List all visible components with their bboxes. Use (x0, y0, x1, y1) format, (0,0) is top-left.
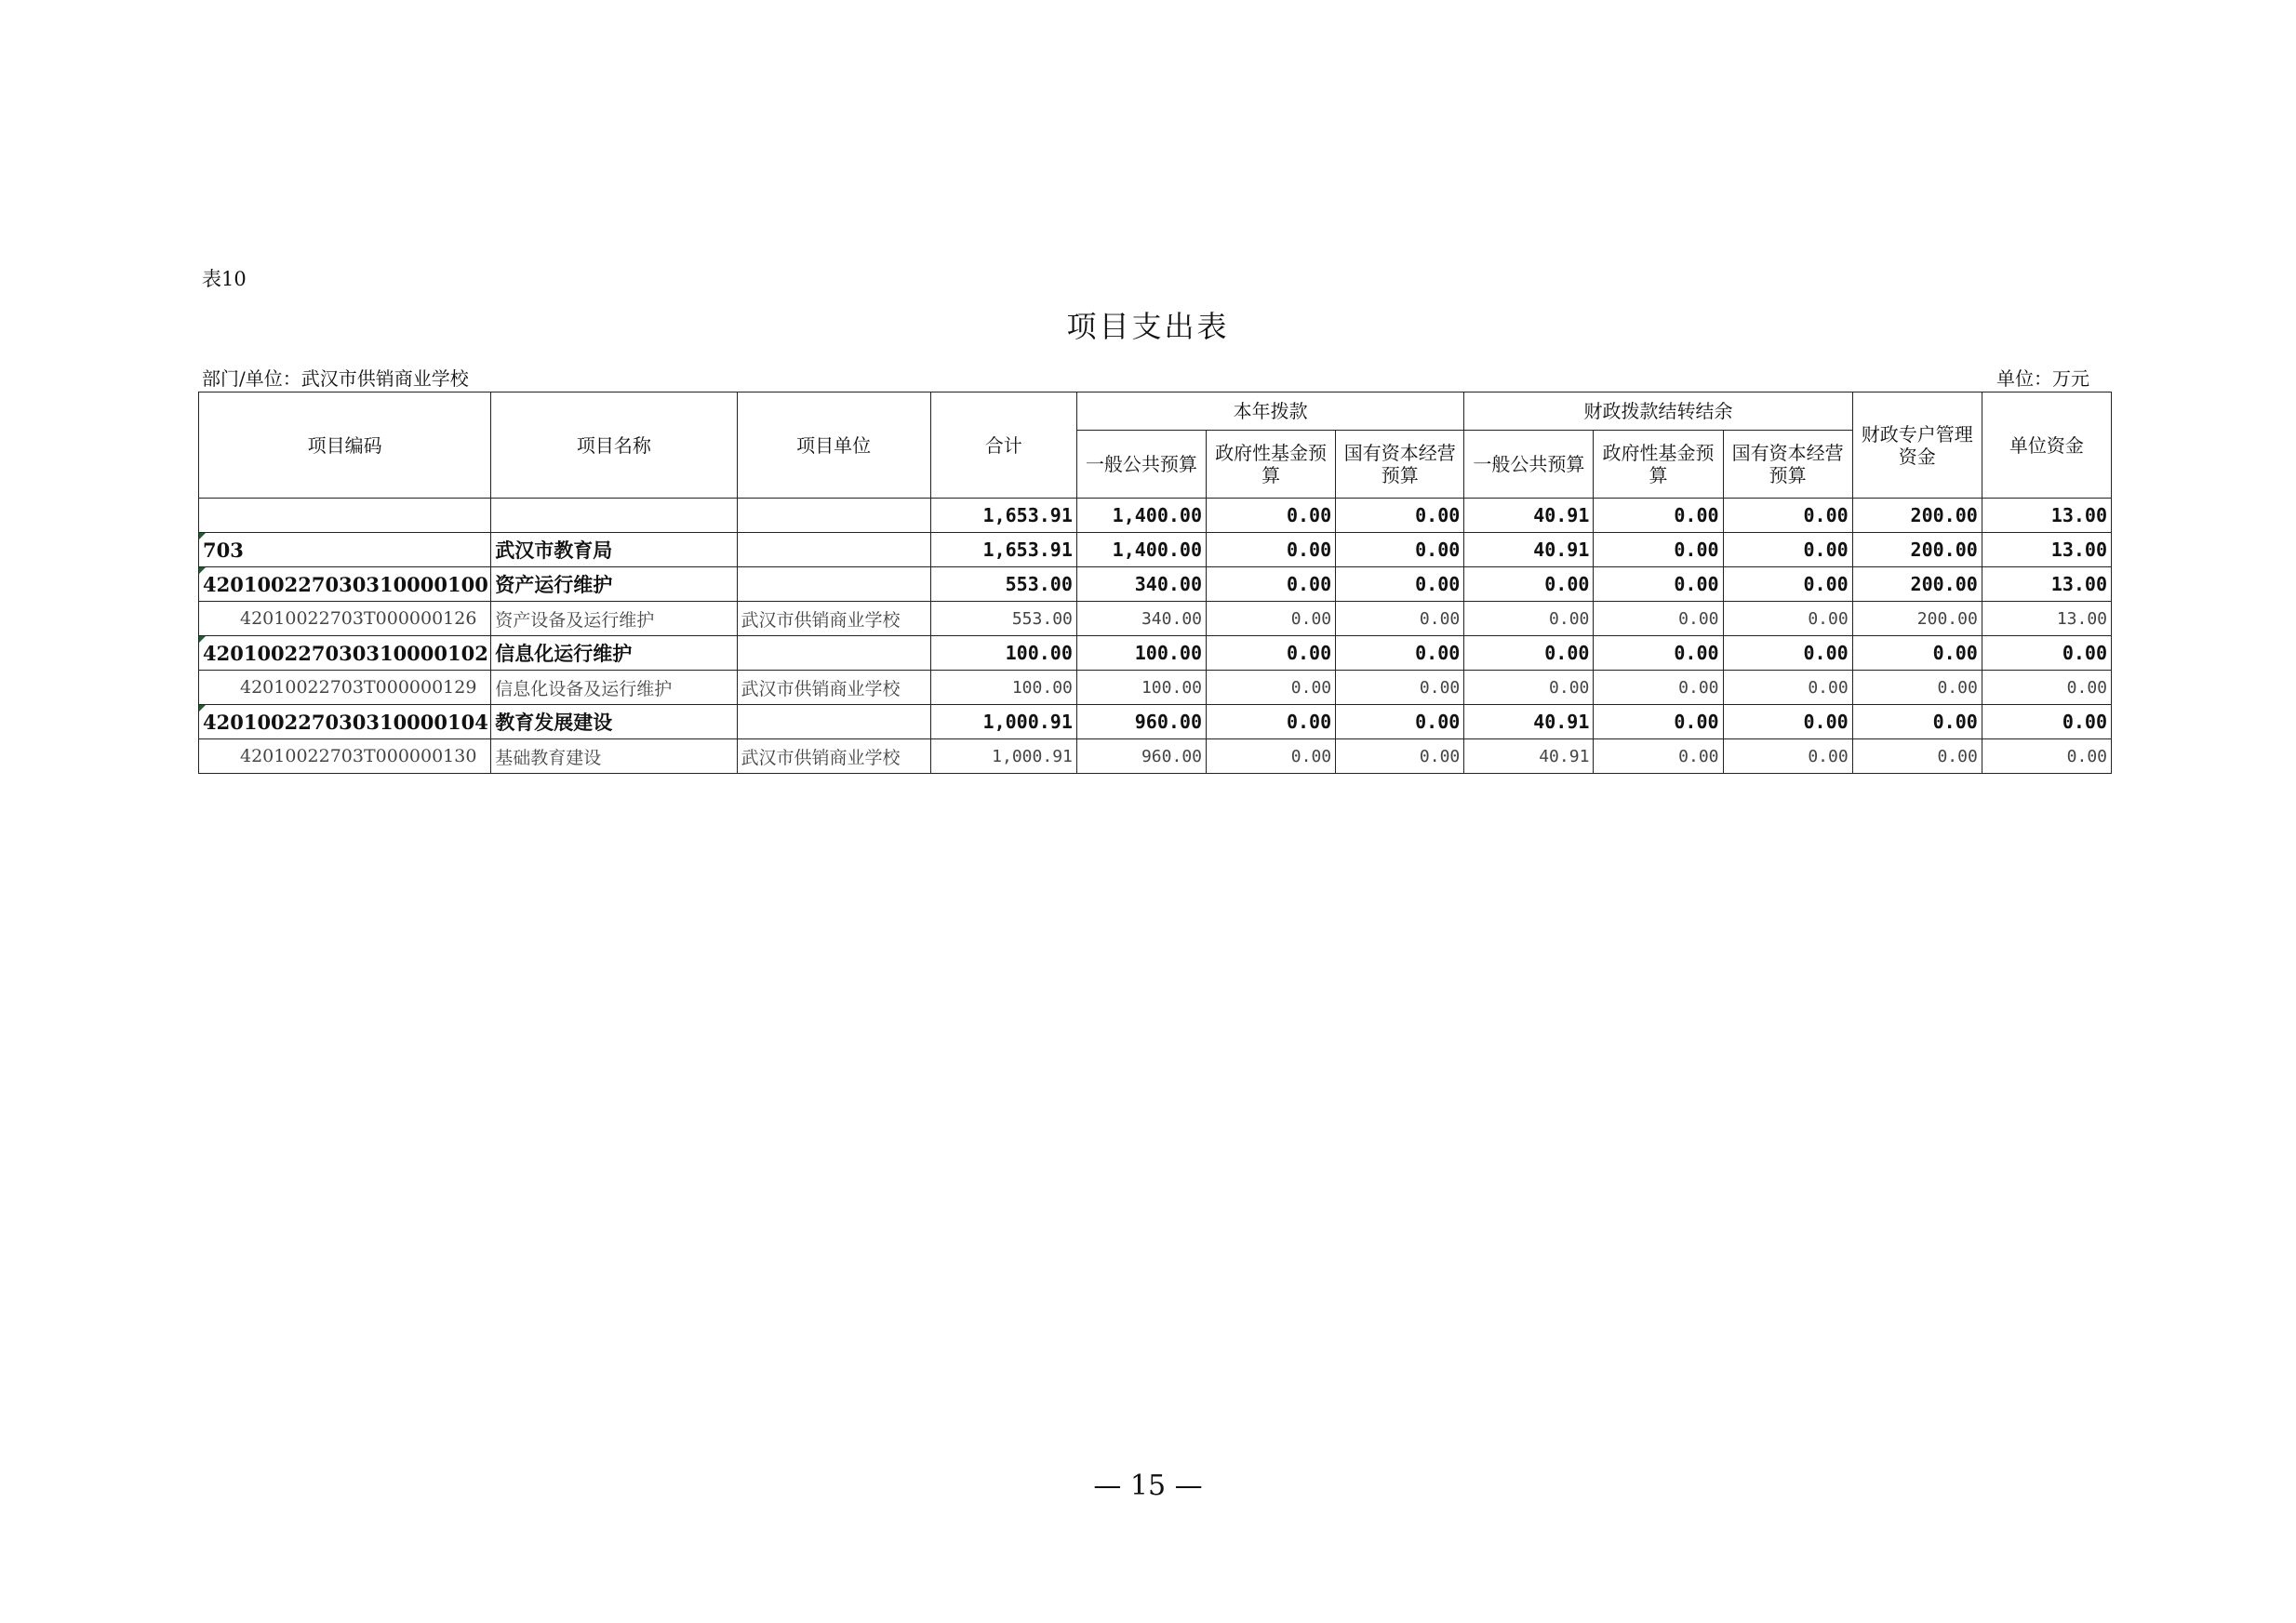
cell-value: 0.00 (1852, 636, 1982, 671)
header-unit-funds: 单位资金 (1982, 392, 2111, 499)
header-state-capital: 国有资本经营预算 (1336, 431, 1464, 499)
cell-code-text: 420100227030310000100 (203, 572, 488, 596)
cell-unit: 武汉市供销商业学校 (737, 671, 930, 705)
cell-value: 0.00 (1336, 671, 1464, 705)
cell-value: 0.00 (1336, 533, 1464, 567)
cell-total: 100.00 (930, 671, 1076, 705)
cell-code (199, 499, 491, 533)
cell-value: 200.00 (1852, 602, 1982, 636)
cell-value: 0.00 (1464, 671, 1594, 705)
cell-unit (737, 533, 930, 567)
cell-value: 0.00 (1336, 705, 1464, 739)
cell-value: 0.00 (1852, 671, 1982, 705)
header-gov-fund-2: 政府性基金预算 (1594, 431, 1723, 499)
cell-total: 553.00 (930, 567, 1076, 602)
cell-name: 信息化设备及运行维护 (491, 671, 737, 705)
cell-value: 0.00 (1594, 602, 1723, 636)
header-code: 项目编码 (199, 392, 491, 499)
cell-value: 1,400.00 (1076, 499, 1206, 533)
cell-value: 0.00 (1336, 567, 1464, 602)
cell-value: 0.00 (1207, 602, 1336, 636)
cell-unit (737, 636, 930, 671)
cell-value: 0.00 (1207, 499, 1336, 533)
cell-value: 0.00 (1982, 739, 2111, 774)
cell-value: 40.91 (1464, 705, 1594, 739)
cell-unit: 武汉市供销商业学校 (737, 602, 930, 636)
project-expenditure-table (198, 392, 2112, 774)
cell-value: 0.00 (1336, 602, 1464, 636)
cell-total: 1,653.91 (930, 533, 1076, 567)
cell-value: 0.00 (1207, 533, 1336, 567)
cell-value: 0.00 (1336, 739, 1464, 774)
cell-total: 100.00 (930, 636, 1076, 671)
cell-value: 960.00 (1076, 739, 1206, 774)
cell-value: 200.00 (1852, 499, 1982, 533)
cell-unit: 武汉市供销商业学校 (737, 739, 930, 774)
table-row (199, 705, 2112, 739)
table-row (199, 567, 2112, 602)
page-number: — 15 — (1093, 1470, 1203, 1502)
cell-total: 553.00 (930, 602, 1076, 636)
cell-value: 0.00 (1464, 636, 1594, 671)
cell-value: 13.00 (1982, 567, 2111, 602)
cell-value: 340.00 (1076, 567, 1206, 602)
cell-value: 1,400.00 (1076, 533, 1206, 567)
cell-value: 960.00 (1076, 705, 1206, 739)
cell-value: 340.00 (1076, 602, 1206, 636)
department-label: 部门/单位：武汉市供销商业学校 (202, 367, 469, 390)
cell-value: 100.00 (1076, 671, 1206, 705)
header-group-carryover: 财政拨款结转结余 (1464, 392, 1852, 431)
cell-name: 资产运行维护 (491, 567, 737, 602)
cell-unit (737, 705, 930, 739)
cell-total: 1,000.91 (930, 739, 1076, 774)
cell-code (199, 567, 491, 602)
cell-value: 0.00 (1594, 636, 1723, 671)
table-row (199, 739, 2112, 774)
cell-value: 13.00 (1982, 602, 2111, 636)
cell-value: 0.00 (1723, 533, 1852, 567)
cell-name: 教育发展建设 (491, 705, 737, 739)
cell-value: 0.00 (1723, 671, 1852, 705)
cell-value: 0.00 (1207, 567, 1336, 602)
cell-code: 42010022703T000000129 (199, 671, 491, 705)
cell-name: 资产设备及运行维护 (491, 602, 737, 636)
cell-value: 0.00 (1207, 636, 1336, 671)
cell-value: 0.00 (1852, 705, 1982, 739)
cell-code (199, 636, 491, 671)
cell-value: 40.91 (1464, 739, 1594, 774)
header-gov-fund: 政府性基金预算 (1207, 431, 1336, 499)
cell-value: 0.00 (1207, 705, 1336, 739)
table-row (199, 636, 2112, 671)
header-general-budget-2: 一般公共预算 (1464, 431, 1594, 499)
cell-value: 0.00 (1594, 671, 1723, 705)
cell-name: 信息化运行维护 (491, 636, 737, 671)
cell-code: 42010022703T000000130 (199, 739, 491, 774)
page-title: 项目支出表 (1066, 309, 1230, 344)
cell-code-text: 703 (203, 538, 244, 562)
cell-value: 0.00 (1723, 739, 1852, 774)
cell-value: 0.00 (1594, 739, 1723, 774)
cell-unit (737, 499, 930, 533)
cell-value: 0.00 (1464, 567, 1594, 602)
cell-code (199, 533, 491, 567)
cell-value: 0.00 (1207, 671, 1336, 705)
cell-value: 0.00 (1982, 705, 2111, 739)
cell-value: 40.91 (1464, 499, 1594, 533)
table-row (199, 602, 2112, 636)
cell-value: 0.00 (1336, 636, 1464, 671)
unit-label: 单位：万元 (1996, 367, 2089, 390)
cell-value: 0.00 (1982, 671, 2111, 705)
cell-total: 1,000.91 (930, 705, 1076, 739)
cell-value: 0.00 (1207, 739, 1336, 774)
cell-code (199, 705, 491, 739)
header-name: 项目名称 (491, 392, 737, 499)
cell-value: 0.00 (1594, 533, 1723, 567)
cell-value: 100.00 (1076, 636, 1206, 671)
cell-value: 13.00 (1982, 533, 2111, 567)
cell-name (491, 499, 737, 533)
header-unit: 项目单位 (737, 392, 930, 499)
cell-value: 0.00 (1723, 602, 1852, 636)
header-total: 合计 (930, 392, 1076, 499)
table-number: 表10 (202, 268, 247, 290)
cell-value: 0.00 (1723, 705, 1852, 739)
header-group-current-year: 本年拨款 (1076, 392, 1463, 431)
cell-unit (737, 567, 930, 602)
cell-value: 0.00 (1594, 567, 1723, 602)
cell-code-text: 420100227030310000104 (203, 710, 488, 734)
cell-value: 200.00 (1852, 567, 1982, 602)
cell-value: 0.00 (1723, 567, 1852, 602)
cell-value: 200.00 (1852, 533, 1982, 567)
cell-name: 武汉市教育局 (491, 533, 737, 567)
table-row (199, 533, 2112, 567)
cell-value: 13.00 (1982, 499, 2111, 533)
cell-value: 0.00 (1594, 705, 1723, 739)
cell-value: 0.00 (1594, 499, 1723, 533)
cell-name: 基础教育建设 (491, 739, 737, 774)
cell-value: 0.00 (1464, 602, 1594, 636)
cell-total: 1,653.91 (930, 499, 1076, 533)
comment-marker-icon (199, 533, 206, 539)
cell-code-text: 420100227030310000102 (203, 641, 488, 665)
header-state-capital-2: 国有资本经营预算 (1723, 431, 1852, 499)
cell-value: 0.00 (1852, 739, 1982, 774)
header-general-budget: 一般公共预算 (1076, 431, 1206, 499)
table-row-total (199, 499, 2112, 533)
table-row (199, 671, 2112, 705)
cell-value: 0.00 (1723, 636, 1852, 671)
cell-code: 42010022703T000000126 (199, 602, 491, 636)
comment-marker-icon (199, 567, 206, 574)
cell-value: 0.00 (1723, 499, 1852, 533)
comment-marker-icon (199, 705, 206, 712)
comment-marker-icon (199, 636, 206, 643)
cell-value: 0.00 (1982, 636, 2111, 671)
cell-value: 0.00 (1336, 499, 1464, 533)
header-special-funds: 财政专户管理资金 (1852, 392, 1982, 499)
cell-value: 40.91 (1464, 533, 1594, 567)
